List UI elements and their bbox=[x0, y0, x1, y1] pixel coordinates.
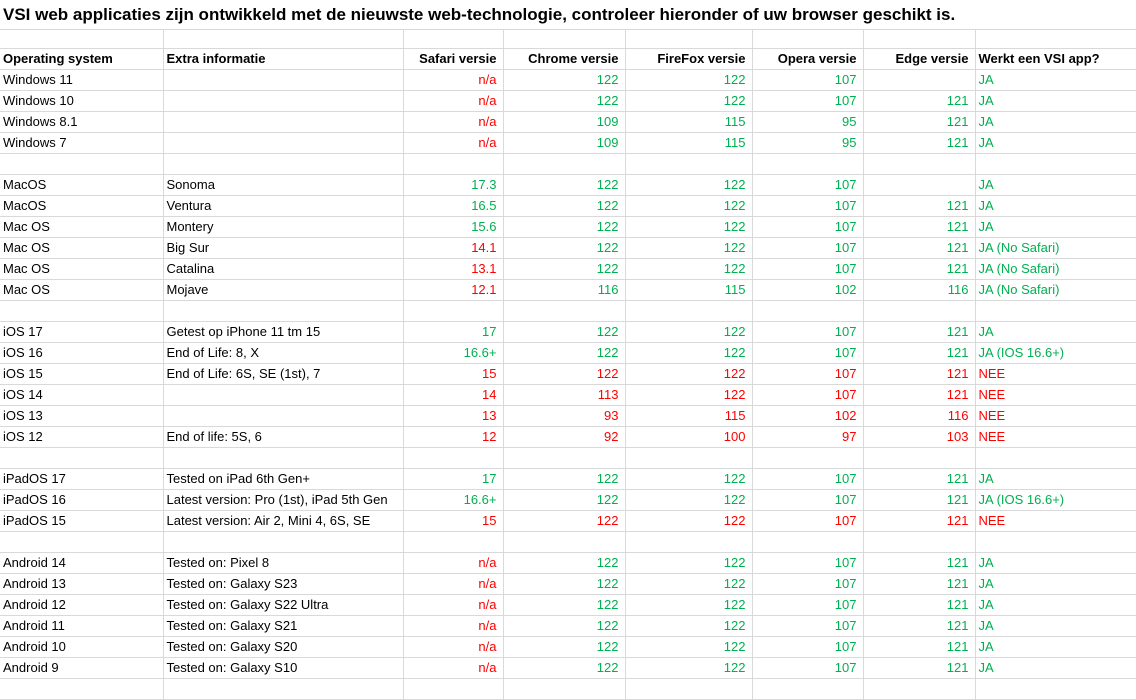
cell-firefox: 122 bbox=[625, 511, 752, 532]
cell-edge: 121 bbox=[863, 595, 975, 616]
spacer-cell bbox=[752, 448, 863, 469]
cell-extra: Montery bbox=[163, 217, 403, 238]
spacer-cell bbox=[863, 679, 975, 700]
cell-chrome: 122 bbox=[503, 364, 625, 385]
cell-extra: End of Life: 6S, SE (1st), 7 bbox=[163, 364, 403, 385]
cell-safari: 13.1 bbox=[403, 259, 503, 280]
cell-works: NEE bbox=[975, 511, 1136, 532]
cell-firefox: 122 bbox=[625, 658, 752, 679]
column-header-opera: Opera versie bbox=[752, 49, 863, 70]
cell-works: JA bbox=[975, 637, 1136, 658]
cell-chrome: 122 bbox=[503, 70, 625, 91]
cell-chrome: 122 bbox=[503, 238, 625, 259]
cell-firefox: 100 bbox=[625, 427, 752, 448]
cell-chrome: 122 bbox=[503, 658, 625, 679]
cell-firefox: 122 bbox=[625, 70, 752, 91]
cell-works: JA bbox=[975, 91, 1136, 112]
cell-os: iPadOS 16 bbox=[0, 490, 163, 511]
cell-os: Android 9 bbox=[0, 658, 163, 679]
cell-edge: 121 bbox=[863, 112, 975, 133]
cell-edge: 121 bbox=[863, 385, 975, 406]
table-row bbox=[0, 406, 1136, 427]
cell-safari: 16.6+ bbox=[403, 490, 503, 511]
spacer-cell bbox=[163, 532, 403, 553]
cell-works: JA bbox=[975, 217, 1136, 238]
spacer-row bbox=[0, 679, 1136, 700]
cell-extra bbox=[163, 133, 403, 154]
cell-works: JA bbox=[975, 133, 1136, 154]
cell-firefox: 122 bbox=[625, 91, 752, 112]
table-row bbox=[0, 553, 1136, 574]
cell-chrome: 122 bbox=[503, 91, 625, 112]
spacer-cell bbox=[863, 301, 975, 322]
cell-chrome: 122 bbox=[503, 469, 625, 490]
cell-os: MacOS bbox=[0, 196, 163, 217]
cell-chrome: 109 bbox=[503, 112, 625, 133]
cell-chrome: 122 bbox=[503, 574, 625, 595]
cell-safari: 13 bbox=[403, 406, 503, 427]
table-row bbox=[0, 217, 1136, 238]
cell-works: NEE bbox=[975, 385, 1136, 406]
cell-safari: 14 bbox=[403, 385, 503, 406]
cell-works: NEE bbox=[975, 427, 1136, 448]
cell-opera: 107 bbox=[752, 574, 863, 595]
cell-os: Mac OS bbox=[0, 238, 163, 259]
cell-opera: 107 bbox=[752, 175, 863, 196]
spacer-cell bbox=[975, 679, 1136, 700]
cell-safari: 16.5 bbox=[403, 196, 503, 217]
cell-os: iPadOS 17 bbox=[0, 469, 163, 490]
cell-firefox: 122 bbox=[625, 175, 752, 196]
spacer-cell bbox=[0, 301, 163, 322]
cell-edge: 121 bbox=[863, 511, 975, 532]
cell-chrome: 93 bbox=[503, 406, 625, 427]
spacer-row bbox=[0, 30, 1136, 49]
column-header-os: Operating system bbox=[0, 49, 163, 70]
cell-extra: Getest op iPhone 11 tm 15 bbox=[163, 322, 403, 343]
cell-firefox: 115 bbox=[625, 112, 752, 133]
cell-firefox: 122 bbox=[625, 322, 752, 343]
header-row bbox=[0, 49, 1136, 70]
cell-os: Windows 10 bbox=[0, 91, 163, 112]
cell-firefox: 122 bbox=[625, 490, 752, 511]
cell-edge: 121 bbox=[863, 217, 975, 238]
cell-os: Mac OS bbox=[0, 259, 163, 280]
cell-os: iOS 15 bbox=[0, 364, 163, 385]
cell-chrome: 122 bbox=[503, 196, 625, 217]
spacer-cell bbox=[625, 532, 752, 553]
spacer-cell bbox=[863, 448, 975, 469]
cell-extra: Tested on: Galaxy S20 bbox=[163, 637, 403, 658]
cell-opera: 107 bbox=[752, 259, 863, 280]
cell-firefox: 122 bbox=[625, 238, 752, 259]
cell-edge: 121 bbox=[863, 133, 975, 154]
cell-os: iOS 16 bbox=[0, 343, 163, 364]
cell-firefox: 122 bbox=[625, 217, 752, 238]
cell-edge: 121 bbox=[863, 196, 975, 217]
column-header-chrome: Chrome versie bbox=[503, 49, 625, 70]
cell-os: MacOS bbox=[0, 175, 163, 196]
cell-os: Windows 8.1 bbox=[0, 112, 163, 133]
cell-os: Windows 11 bbox=[0, 70, 163, 91]
cell-firefox: 115 bbox=[625, 406, 752, 427]
cell-extra: Catalina bbox=[163, 259, 403, 280]
cell-edge: 121 bbox=[863, 553, 975, 574]
cell-safari: 12.1 bbox=[403, 280, 503, 301]
cell-works: NEE bbox=[975, 364, 1136, 385]
column-header-extra: Extra informatie bbox=[163, 49, 403, 70]
cell-safari: 17 bbox=[403, 469, 503, 490]
table-row bbox=[0, 280, 1136, 301]
spacer-cell bbox=[0, 532, 163, 553]
cell-works: JA bbox=[975, 553, 1136, 574]
spacer-cell bbox=[752, 679, 863, 700]
table-row bbox=[0, 469, 1136, 490]
cell-os: Android 10 bbox=[0, 637, 163, 658]
cell-firefox: 122 bbox=[625, 343, 752, 364]
table-row bbox=[0, 175, 1136, 196]
spacer-cell bbox=[625, 154, 752, 175]
compatibility-table bbox=[0, 30, 1136, 700]
cell-opera: 107 bbox=[752, 196, 863, 217]
cell-firefox: 122 bbox=[625, 469, 752, 490]
cell-edge: 121 bbox=[863, 343, 975, 364]
column-header-edge: Edge versie bbox=[863, 49, 975, 70]
cell-edge: 121 bbox=[863, 469, 975, 490]
cell-safari: 14.1 bbox=[403, 238, 503, 259]
cell-os: Mac OS bbox=[0, 280, 163, 301]
cell-opera: 97 bbox=[752, 427, 863, 448]
table-body bbox=[0, 30, 1136, 700]
cell-opera: 107 bbox=[752, 511, 863, 532]
table-row bbox=[0, 259, 1136, 280]
cell-firefox: 122 bbox=[625, 637, 752, 658]
cell-safari: 15 bbox=[403, 364, 503, 385]
cell-os: Windows 7 bbox=[0, 133, 163, 154]
cell-edge: 116 bbox=[863, 406, 975, 427]
spacer-cell bbox=[752, 301, 863, 322]
cell-works: JA (No Safari) bbox=[975, 238, 1136, 259]
cell-opera: 107 bbox=[752, 343, 863, 364]
cell-edge bbox=[863, 70, 975, 91]
cell-edge: 103 bbox=[863, 427, 975, 448]
spacer-cell bbox=[863, 532, 975, 553]
cell-works: NEE bbox=[975, 406, 1136, 427]
cell-firefox: 115 bbox=[625, 133, 752, 154]
cell-firefox: 122 bbox=[625, 385, 752, 406]
cell-opera: 107 bbox=[752, 238, 863, 259]
spacer-cell bbox=[975, 30, 1136, 49]
cell-extra: Tested on: Galaxy S22 Ultra bbox=[163, 595, 403, 616]
spacer-cell bbox=[975, 154, 1136, 175]
cell-firefox: 122 bbox=[625, 259, 752, 280]
cell-safari: n/a bbox=[403, 616, 503, 637]
spacer-cell bbox=[752, 154, 863, 175]
spacer-cell bbox=[752, 532, 863, 553]
cell-extra: Tested on: Pixel 8 bbox=[163, 553, 403, 574]
cell-safari: n/a bbox=[403, 595, 503, 616]
spacer-cell bbox=[503, 30, 625, 49]
table-row bbox=[0, 112, 1136, 133]
cell-chrome: 116 bbox=[503, 280, 625, 301]
column-header-works: Werkt een VSI app? bbox=[975, 49, 1136, 70]
cell-safari: n/a bbox=[403, 553, 503, 574]
spacer-cell bbox=[0, 448, 163, 469]
cell-extra: Latest version: Air 2, Mini 4, 6S, SE bbox=[163, 511, 403, 532]
cell-safari: n/a bbox=[403, 133, 503, 154]
table-row bbox=[0, 196, 1136, 217]
cell-safari: n/a bbox=[403, 658, 503, 679]
cell-edge: 121 bbox=[863, 259, 975, 280]
spacer-cell bbox=[0, 30, 163, 49]
cell-opera: 107 bbox=[752, 322, 863, 343]
table-row bbox=[0, 364, 1136, 385]
table-row bbox=[0, 70, 1136, 91]
spacer-cell bbox=[625, 679, 752, 700]
cell-opera: 107 bbox=[752, 490, 863, 511]
cell-works: JA bbox=[975, 574, 1136, 595]
spacer-cell bbox=[503, 679, 625, 700]
cell-opera: 107 bbox=[752, 553, 863, 574]
cell-edge: 121 bbox=[863, 91, 975, 112]
cell-extra bbox=[163, 91, 403, 112]
cell-extra bbox=[163, 112, 403, 133]
cell-os: iPadOS 15 bbox=[0, 511, 163, 532]
cell-edge: 121 bbox=[863, 238, 975, 259]
cell-edge: 121 bbox=[863, 322, 975, 343]
cell-opera: 107 bbox=[752, 637, 863, 658]
cell-safari: n/a bbox=[403, 112, 503, 133]
table-row bbox=[0, 658, 1136, 679]
cell-safari: 16.6+ bbox=[403, 343, 503, 364]
cell-edge bbox=[863, 175, 975, 196]
cell-chrome: 122 bbox=[503, 322, 625, 343]
cell-safari: n/a bbox=[403, 91, 503, 112]
cell-edge: 121 bbox=[863, 490, 975, 511]
cell-firefox: 122 bbox=[625, 616, 752, 637]
cell-works: JA (IOS 16.6+) bbox=[975, 490, 1136, 511]
spacer-row bbox=[0, 301, 1136, 322]
cell-opera: 102 bbox=[752, 406, 863, 427]
spacer-cell bbox=[403, 301, 503, 322]
spacer-cell bbox=[403, 679, 503, 700]
cell-edge: 121 bbox=[863, 658, 975, 679]
table-row bbox=[0, 385, 1136, 406]
spacer-cell bbox=[403, 30, 503, 49]
cell-os: Android 11 bbox=[0, 616, 163, 637]
cell-firefox: 122 bbox=[625, 595, 752, 616]
cell-chrome: 122 bbox=[503, 490, 625, 511]
cell-edge: 116 bbox=[863, 280, 975, 301]
cell-safari: n/a bbox=[403, 574, 503, 595]
spacer-cell bbox=[163, 154, 403, 175]
spacer-cell bbox=[0, 154, 163, 175]
spacer-cell bbox=[503, 301, 625, 322]
table-row bbox=[0, 637, 1136, 658]
cell-works: JA bbox=[975, 595, 1136, 616]
spacer-cell bbox=[403, 532, 503, 553]
spacer-row bbox=[0, 154, 1136, 175]
cell-chrome: 122 bbox=[503, 595, 625, 616]
cell-edge: 121 bbox=[863, 616, 975, 637]
spacer-cell bbox=[0, 679, 163, 700]
cell-opera: 107 bbox=[752, 364, 863, 385]
cell-chrome: 122 bbox=[503, 217, 625, 238]
spacer-cell bbox=[163, 301, 403, 322]
cell-works: JA bbox=[975, 658, 1136, 679]
cell-works: JA (No Safari) bbox=[975, 259, 1136, 280]
spacer-cell bbox=[503, 154, 625, 175]
cell-os: Android 13 bbox=[0, 574, 163, 595]
cell-extra: Latest version: Pro (1st), iPad 5th Gen bbox=[163, 490, 403, 511]
cell-safari: n/a bbox=[403, 637, 503, 658]
spacer-cell bbox=[503, 448, 625, 469]
cell-safari: 17.3 bbox=[403, 175, 503, 196]
cell-chrome: 109 bbox=[503, 133, 625, 154]
cell-works: JA bbox=[975, 469, 1136, 490]
spacer-cell bbox=[163, 448, 403, 469]
cell-opera: 107 bbox=[752, 70, 863, 91]
cell-works: JA bbox=[975, 112, 1136, 133]
cell-works: JA bbox=[975, 70, 1136, 91]
page-title: VSI web applicaties zijn ontwikkeld met de nieuwste web-technologie, controleer hieronder of uw browser geschikt is. bbox=[0, 0, 1136, 30]
spacer-cell bbox=[975, 448, 1136, 469]
cell-chrome: 113 bbox=[503, 385, 625, 406]
spacer-cell bbox=[863, 154, 975, 175]
cell-safari: n/a bbox=[403, 70, 503, 91]
cell-works: JA (IOS 16.6+) bbox=[975, 343, 1136, 364]
cell-chrome: 122 bbox=[503, 553, 625, 574]
cell-os: Mac OS bbox=[0, 217, 163, 238]
cell-extra: End of Life: 8, X bbox=[163, 343, 403, 364]
cell-extra: Big Sur bbox=[163, 238, 403, 259]
table-row bbox=[0, 91, 1136, 112]
table-row bbox=[0, 595, 1136, 616]
cell-extra bbox=[163, 406, 403, 427]
cell-safari: 17 bbox=[403, 322, 503, 343]
cell-opera: 107 bbox=[752, 595, 863, 616]
cell-chrome: 122 bbox=[503, 511, 625, 532]
cell-extra: End of life: 5S, 6 bbox=[163, 427, 403, 448]
cell-chrome: 92 bbox=[503, 427, 625, 448]
cell-opera: 107 bbox=[752, 385, 863, 406]
cell-opera: 107 bbox=[752, 658, 863, 679]
spacer-cell bbox=[752, 30, 863, 49]
table-row bbox=[0, 616, 1136, 637]
cell-os: Android 12 bbox=[0, 595, 163, 616]
cell-extra: Tested on: Galaxy S10 bbox=[163, 658, 403, 679]
spacer-row bbox=[0, 532, 1136, 553]
table-row bbox=[0, 511, 1136, 532]
table-row bbox=[0, 133, 1136, 154]
cell-works: JA (No Safari) bbox=[975, 280, 1136, 301]
cell-extra: Tested on: Galaxy S21 bbox=[163, 616, 403, 637]
spacer-cell bbox=[163, 679, 403, 700]
cell-os: iOS 14 bbox=[0, 385, 163, 406]
table-row bbox=[0, 427, 1136, 448]
cell-opera: 95 bbox=[752, 112, 863, 133]
spacer-cell bbox=[863, 30, 975, 49]
spacer-cell bbox=[975, 532, 1136, 553]
cell-opera: 102 bbox=[752, 280, 863, 301]
cell-chrome: 122 bbox=[503, 343, 625, 364]
cell-chrome: 122 bbox=[503, 175, 625, 196]
cell-os: iOS 13 bbox=[0, 406, 163, 427]
cell-edge: 121 bbox=[863, 364, 975, 385]
cell-opera: 107 bbox=[752, 217, 863, 238]
table-row bbox=[0, 574, 1136, 595]
cell-opera: 107 bbox=[752, 91, 863, 112]
cell-works: JA bbox=[975, 616, 1136, 637]
cell-os: iOS 17 bbox=[0, 322, 163, 343]
cell-extra: Sonoma bbox=[163, 175, 403, 196]
table-row bbox=[0, 238, 1136, 259]
column-header-firefox: FireFox versie bbox=[625, 49, 752, 70]
spacer-row bbox=[0, 448, 1136, 469]
cell-chrome: 122 bbox=[503, 637, 625, 658]
table-row bbox=[0, 322, 1136, 343]
cell-extra: Tested on: Galaxy S23 bbox=[163, 574, 403, 595]
spacer-cell bbox=[163, 30, 403, 49]
cell-safari: 15 bbox=[403, 511, 503, 532]
cell-opera: 107 bbox=[752, 469, 863, 490]
cell-safari: 15.6 bbox=[403, 217, 503, 238]
table-row bbox=[0, 490, 1136, 511]
cell-opera: 107 bbox=[752, 616, 863, 637]
cell-os: iOS 12 bbox=[0, 427, 163, 448]
cell-extra: Mojave bbox=[163, 280, 403, 301]
spacer-cell bbox=[403, 154, 503, 175]
cell-works: JA bbox=[975, 322, 1136, 343]
cell-firefox: 122 bbox=[625, 574, 752, 595]
cell-os: Android 14 bbox=[0, 553, 163, 574]
column-header-safari: Safari versie bbox=[403, 49, 503, 70]
spacer-cell bbox=[403, 448, 503, 469]
cell-extra bbox=[163, 385, 403, 406]
cell-chrome: 122 bbox=[503, 259, 625, 280]
cell-firefox: 122 bbox=[625, 364, 752, 385]
cell-extra bbox=[163, 70, 403, 91]
table-row bbox=[0, 343, 1136, 364]
cell-extra: Tested on iPad 6th Gen+ bbox=[163, 469, 403, 490]
cell-opera: 95 bbox=[752, 133, 863, 154]
spacer-cell bbox=[625, 448, 752, 469]
cell-firefox: 122 bbox=[625, 196, 752, 217]
spacer-cell bbox=[503, 532, 625, 553]
spacer-cell bbox=[625, 301, 752, 322]
spacer-cell bbox=[625, 30, 752, 49]
cell-works: JA bbox=[975, 175, 1136, 196]
cell-firefox: 122 bbox=[625, 553, 752, 574]
cell-firefox: 115 bbox=[625, 280, 752, 301]
spacer-cell bbox=[975, 301, 1136, 322]
cell-edge: 121 bbox=[863, 574, 975, 595]
cell-extra: Ventura bbox=[163, 196, 403, 217]
cell-safari: 12 bbox=[403, 427, 503, 448]
cell-chrome: 122 bbox=[503, 616, 625, 637]
cell-works: JA bbox=[975, 196, 1136, 217]
cell-edge: 121 bbox=[863, 637, 975, 658]
